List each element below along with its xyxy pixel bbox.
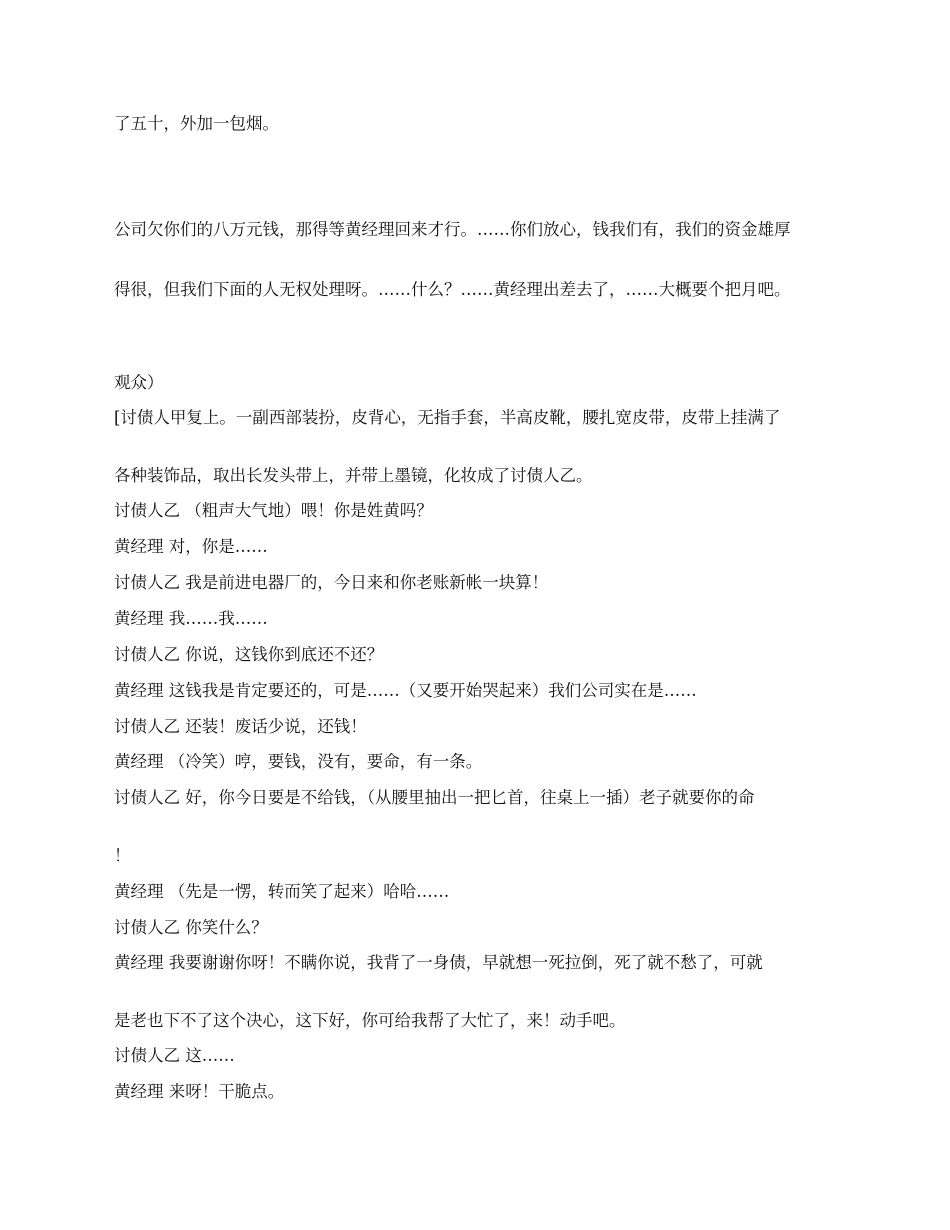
- text-line: 讨债人乙 这……: [114, 1046, 235, 1065]
- text-line: 黄经理 （冷笑）哼，要钱，没有，要命，有一条。: [114, 752, 483, 771]
- text-line: 黄经理 我要谢谢你呀！不瞒你说，我背了一身债，早就想一死拉倒，死了就不愁了，可就: [114, 953, 763, 972]
- text-line: 讨债人乙 还装！废话少说，还钱！: [114, 717, 367, 736]
- text-line: 黄经理 （先是一愣，转而笑了起来）哈哈……: [114, 882, 450, 901]
- text-line: 讨债人乙 我是前进电器厂的，今日来和你老账新帐一块算！: [114, 573, 549, 592]
- text-line: [讨债人甲复上。一副西部装扮，皮背心，无指手套，半高皮靴，腰扎宽皮带，皮带上挂满了: [114, 408, 781, 427]
- text-line: 得很，但我们下面的人无权处理呀。……什么？……黄经理出差去了，……大概要个把月吧。: [114, 280, 791, 299]
- text-line: 黄经理 我……我……: [114, 609, 268, 628]
- text-line: 了五十，外加一包烟。: [114, 114, 279, 133]
- text-line: 讨债人乙 你说，这钱你到底还不还？: [114, 645, 384, 664]
- text-line: 各种装饰品，取出长发头带上，并带上墨镜，化妆成了讨债人乙。: [114, 466, 593, 485]
- text-line: 公司欠你们的八万元钱，那得等黄经理回来才行。……你们放心，钱我们有，我们的资金雄厚: [114, 220, 791, 239]
- text-line: 是老也下不了这个决心，这下好，你可给我帮了大忙了，来！动手吧。: [114, 1011, 626, 1030]
- text-line: ！: [114, 846, 131, 865]
- text-line: 讨债人乙 你笑什么？: [114, 918, 268, 937]
- text-line: 讨债人乙 好，你今日要是不给钱，（从腰里抽出一把匕首，往桌上一插）老子就要你的命: [114, 788, 755, 807]
- text-line: 黄经理 来呀！干脆点。: [114, 1082, 285, 1101]
- text-line: 黄经理 这钱我是肯定要还的，可是……（又要开始哭起来）我们公司实在是……: [114, 681, 697, 700]
- text-line: 观众）: [114, 373, 164, 392]
- text-line: 讨债人乙 （粗声大气地）喂！你是姓黄吗？: [114, 501, 433, 520]
- text-line: 黄经理 对，你是……: [114, 537, 268, 556]
